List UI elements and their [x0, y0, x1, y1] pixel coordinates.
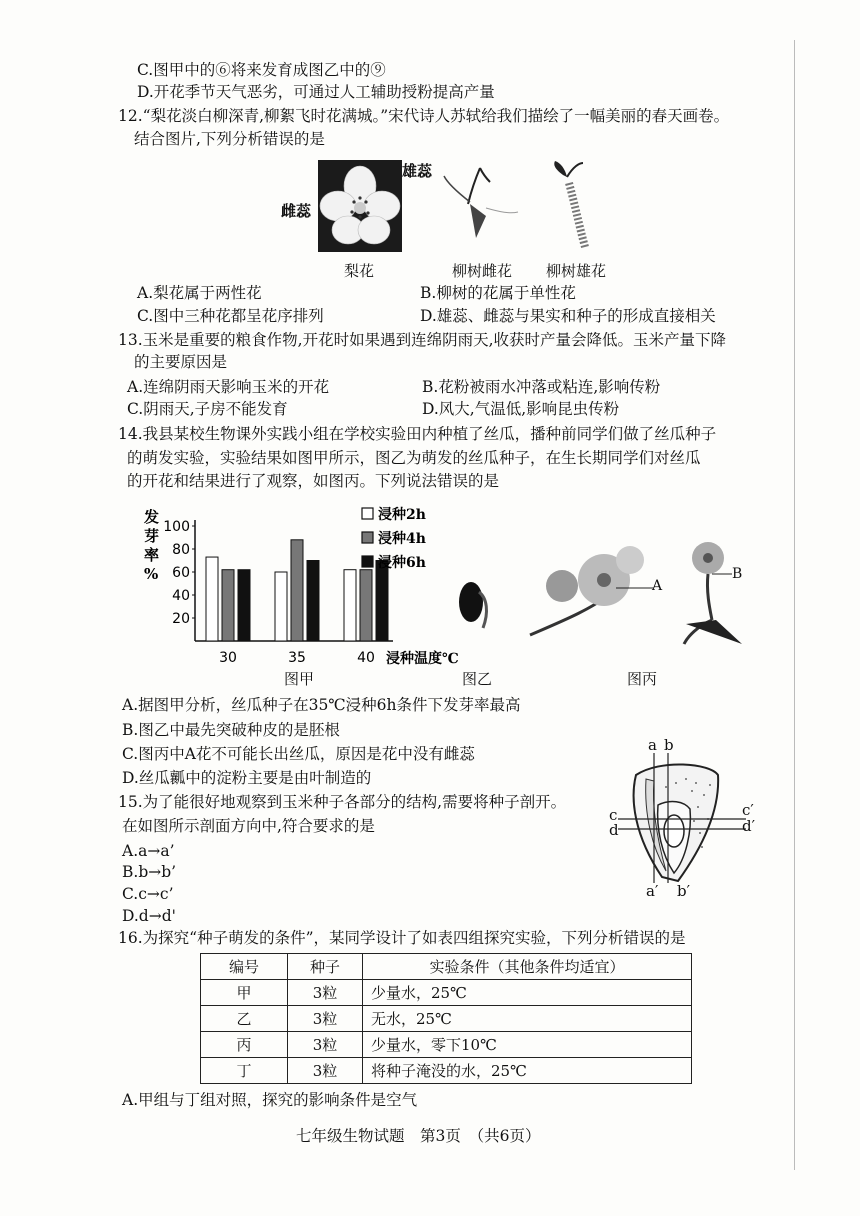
legend-swatch [362, 508, 373, 519]
label-stamen: 雄蕊 [402, 162, 433, 180]
bar-40-2 [360, 570, 372, 641]
experiment-table [200, 953, 692, 1084]
q14-option-d: D.丝瓜瓤中的淀粉主要是由叶制造的 [122, 769, 372, 787]
x-tick-label: 30 [219, 650, 237, 666]
willow-male-flower-icon [545, 155, 605, 255]
willow-female-flower-icon [440, 158, 520, 254]
table-header-cell: 种子 [288, 954, 363, 980]
x-axis-label: 浸种温度℃ [386, 651, 459, 667]
q12-option-a: A.梨花属于两性花 [137, 284, 262, 302]
y-tick-label: 80 [172, 542, 190, 558]
table-row [201, 1006, 692, 1032]
label-flower-a: A [652, 578, 663, 594]
table-cell: 3粒 [288, 1006, 363, 1032]
q16-stem: 16.为探究“种子萌发的条件”，某同学设计了如表四组探究实验，下列分析错误的是 [118, 929, 686, 947]
table-cell: 3粒 [288, 1058, 363, 1084]
q15-option-b: B.b→b’ [122, 863, 177, 881]
q13-option-a: A.连绵阴雨天影响玉米的开花 [127, 378, 330, 396]
table-header-cell: 编号 [201, 954, 288, 980]
q14-option-c: C.图丙中A花不可能长出丝瓜，原因是花中没有雌蕊 [122, 745, 475, 763]
table-row [201, 1058, 692, 1084]
legend-swatch [362, 556, 373, 567]
q16-option-a: A.甲组与丁组对照，探究的影响条件是空气 [122, 1091, 418, 1109]
y-tick-label: 20 [172, 611, 190, 627]
caption-fig-yi: 图乙 [462, 670, 493, 688]
caption-fig-jia: 图甲 [284, 670, 315, 688]
germinating-seed-icon [455, 578, 495, 638]
q14-stem-line1: 14.我县某校生物课外实践小组在学校实验田内种植了丝瓜，播种前同学们做了丝瓜种子 [118, 425, 717, 443]
label-c: c [609, 806, 618, 824]
legend-label: 浸种2h [378, 507, 426, 523]
bar-30-2 [222, 570, 234, 641]
q12-option-b: B.柳树的花属于单性花 [420, 284, 576, 302]
y-axis-label: 发芽率% [144, 508, 160, 583]
q12-option-c: C.图中三种花都呈花序排列 [137, 307, 324, 325]
label-pistil: 雌蕊 [281, 202, 312, 220]
q13-stem-line2: 的主要原因是 [134, 353, 228, 371]
bar-40-3 [376, 561, 388, 642]
y-tick-label: 40 [172, 588, 190, 604]
x-tick-label: 35 [288, 650, 306, 666]
caption-fig-bing: 图丙 [627, 670, 658, 688]
table-cell: 少量水，25℃ [363, 980, 692, 1006]
q13-option-b: B.花粉被雨水冲落或粘连,影响传粉 [422, 378, 661, 396]
label-b-prime: b′ [677, 882, 691, 900]
table-cell: 3粒 [288, 980, 363, 1006]
q15-option-d: D.d→d' [122, 907, 176, 925]
table-row [201, 980, 692, 1006]
q15-option-c: C.c→c’ [122, 885, 174, 903]
caption-pear: 梨花 [344, 262, 375, 280]
label-a: a [648, 736, 657, 754]
label-d: d [609, 821, 619, 839]
table-cell: 丙 [201, 1032, 288, 1058]
q13-option-c: C.阴雨天,子房不能发育 [127, 400, 288, 418]
q14-option-a: A.据图甲分析，丝瓜种子在35℃浸种6h条件下发芽率最高 [122, 696, 521, 714]
bar-35-1 [275, 572, 287, 641]
pear-flower-photo [318, 160, 402, 252]
table-header-cell: 实验条件（其他条件均适宜） [363, 954, 692, 980]
table-cell: 将种子淹没的水，25℃ [363, 1058, 692, 1084]
q12-stem-line1: 12.“梨花淡白柳深青,柳絮飞时花满城。”宋代诗人苏轼给我们描绘了一幅美丽的春天画卷。 [118, 107, 730, 125]
q15-option-a: A.a→a’ [122, 842, 175, 860]
germination-bar-chart [130, 498, 460, 688]
label-d-prime: d′ [742, 817, 756, 835]
label-a-prime: a′ [646, 882, 659, 900]
flower-b-icon [672, 540, 762, 650]
y-tick-label: 60 [172, 565, 190, 581]
bar-30-3 [238, 570, 250, 641]
bar-40-1 [344, 570, 356, 641]
pear-flower-icon [318, 160, 402, 252]
q14-option-b: B.图乙中最先突破种皮的是胚根 [122, 721, 340, 739]
q11-option-d: D.开花季节天气恶劣，可通过人工辅助授粉提高产量 [137, 83, 495, 101]
y-tick-label: 100 [163, 519, 190, 535]
bar-30-1 [206, 557, 218, 641]
q15-stem-line2: 在如图所示剖面方向中,符合要求的是 [122, 817, 375, 835]
q12-option-d: D.雄蕊、雌蕊与果实和种子的形成直接相关 [420, 307, 716, 325]
q13-option-d: D.风大,气温低,影响昆虫传粉 [422, 400, 620, 418]
table-cell: 3粒 [288, 1032, 363, 1058]
table-row [201, 1032, 692, 1058]
x-tick-label: 40 [357, 650, 375, 666]
table-cell: 丁 [201, 1058, 288, 1084]
flower-a-icon [520, 540, 663, 650]
q12-stem-line2: 结合图片,下列分析错误的是 [134, 130, 325, 148]
table-cell: 乙 [201, 1006, 288, 1032]
label-b: b [664, 736, 674, 754]
q13-stem-line1: 13.玉米是重要的粮食作物,开花时如果遇到连绵阴雨天,收获时产量会降低。玉米产量下降 [118, 331, 727, 349]
legend-label: 浸种4h [378, 531, 426, 547]
page-footer: 七年级生物试题 第3页 （共6页） [296, 1127, 541, 1145]
caption-willow-male: 柳树雄花 [546, 262, 607, 280]
table-cell: 少量水，零下10℃ [363, 1032, 692, 1058]
page-edge-line [794, 40, 795, 1170]
table-header-row [201, 954, 692, 980]
q15-stem-line1: 15.为了能很好地观察到玉米种子各部分的结构,需要将种子剖开。 [118, 793, 567, 811]
label-c-prime: c′ [742, 801, 754, 819]
label-flower-b: B [732, 566, 743, 582]
caption-willow-female: 柳树雌花 [452, 262, 513, 280]
q14-stem-line3: 的开花和结果进行了观察，如图丙。下列说法错误的是 [127, 472, 500, 490]
q11-option-c: C.图甲中的⑥将来发育成图乙中的⑨ [137, 61, 386, 79]
table-cell: 无水，25℃ [363, 1006, 692, 1032]
legend-label: 浸种6h [378, 555, 426, 571]
bar-35-3 [307, 561, 319, 642]
bar-35-2 [291, 540, 303, 641]
legend-swatch [362, 532, 373, 543]
table-cell: 甲 [201, 980, 288, 1006]
q14-stem-line2: 的萌发实验，实验结果如图甲所示，图乙为萌发的丝瓜种子，在生长期同学们对丝瓜 [127, 449, 701, 467]
